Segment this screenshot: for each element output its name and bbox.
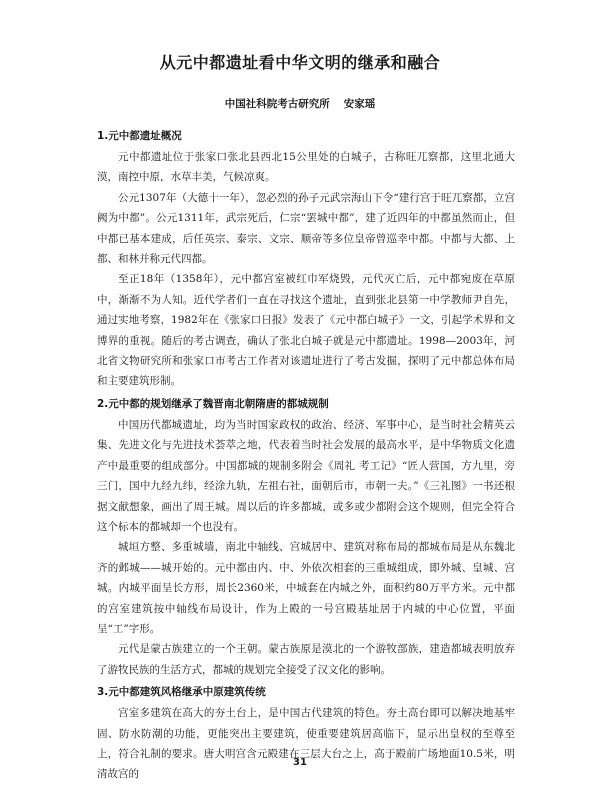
byline-author: 安家瑶 (343, 98, 376, 110)
paragraph: 中国历代都城遗址，均为当时国家政权的政治、经济、军事中心，是当时社会精英云集、先进文化与先进技术荟萃之地，代表着当时社会发展的最高水平，是中华物质文化遗产中最重要的组成部分。中国都城的规制多附会《周礼 考工记》“匠人营国，方九里，旁三门，国中九经九纬，经涂九轨，左祖右社，面朝后市，市朝一夫。”《三礼图》一书还根据文献想象，画出了周王城。周以后的许多都城，或多或少都附会这个规则，但完全符合这个标本的都城却一个也没有。 (97, 418, 515, 533)
paragraph: 元中都遗址位于张家口张北县西北15公里处的白城子，古称旺兀察都，这里北通大漠，南控中原，水草丰美，气候凉爽。 (97, 151, 515, 184)
paragraph: 宫室多建筑在高大的夯土台上，是中国古代建筑的特色。夯土高台即可以解决地基牢固、防水防潮的功能，更能突出主要建筑，使重要建筑居高临下，显示出皇权的至尊至上，符合礼制的要求。唐大明宫含元殿建在三层大台之上，高于殿前广场地面10.5米，明清故宫的 (97, 707, 515, 781)
paragraph: 城垣方整、多重城墙，南北中轴线、宫城居中、建筑对称布局的都城布局是从东魏北齐的邺城——城开始的。元中都由内、中、外依次相套的三重城组成，即外城、皇城、宫城。内城平面呈长方形，周长2360米，中城套在内城之外，面积约80万平方米。元中都的宫室建筑按中轴线布局设计，作为上殿的一号宫殿基址居于内城的中心位置，平面呈“工”字形。 (97, 541, 515, 635)
page-number: 31 (293, 757, 307, 768)
byline-institution: 中国社科院考古研究所 (224, 98, 330, 110)
section-heading: 1.元中都遗址概况 (97, 130, 182, 142)
paragraph: 元代是蒙古族建立的一个王朝。蒙古族原是漠北的一个游牧部族，建造都城表明放弃了游牧民族的生活方式，都城的规划完全接受了汉文化的影响。 (97, 643, 515, 676)
byline (0, 96, 600, 111)
paragraph: 至正18年（1358年），元中都宫室被红巾军烧毁，元代灭亡后，元中都宛废在草原中，渐渐不为人知。近代学者们一直在寻找这个遗址，直到张北县第一中学教师尹自先，通过实地考察，1982年在《张家口日报》发表了《元中都白城子》一文，引起学术界和文博界的重视。随后的考古调查，确认了张北白城子就是元中都遗址。1998—2003年，河北省文物研究所和张家口市考古工作者对该遗址进行了考古发掘，探明了元中都总体布局和主要建筑形制。 (97, 273, 515, 388)
paragraph: 公元1307年（大德十一年），忽必烈的孙子元武宗海山下令“建行宫于旺兀察都，立宫阙为中都”。公元1311年，武宗死后，仁宗“罢城中都”，建了近四年的中都虽然而止，但中都已基本建成，后任英宗、泰宗、文宗、顺帝等多位皇帝曾巡幸中都。中都与大都、上都、和林并称元代四都。 (97, 191, 515, 266)
article-body (97, 126, 515, 785)
article-title: 从元中都遗址看中华文明的继承和融合 (159, 53, 441, 72)
section-heading: 3.元中都建筑风格继承中原建筑传统 (97, 686, 266, 699)
section-heading: 2.元中都的规划继承了魏晋南北朝隋唐的都城规制 (97, 397, 329, 410)
